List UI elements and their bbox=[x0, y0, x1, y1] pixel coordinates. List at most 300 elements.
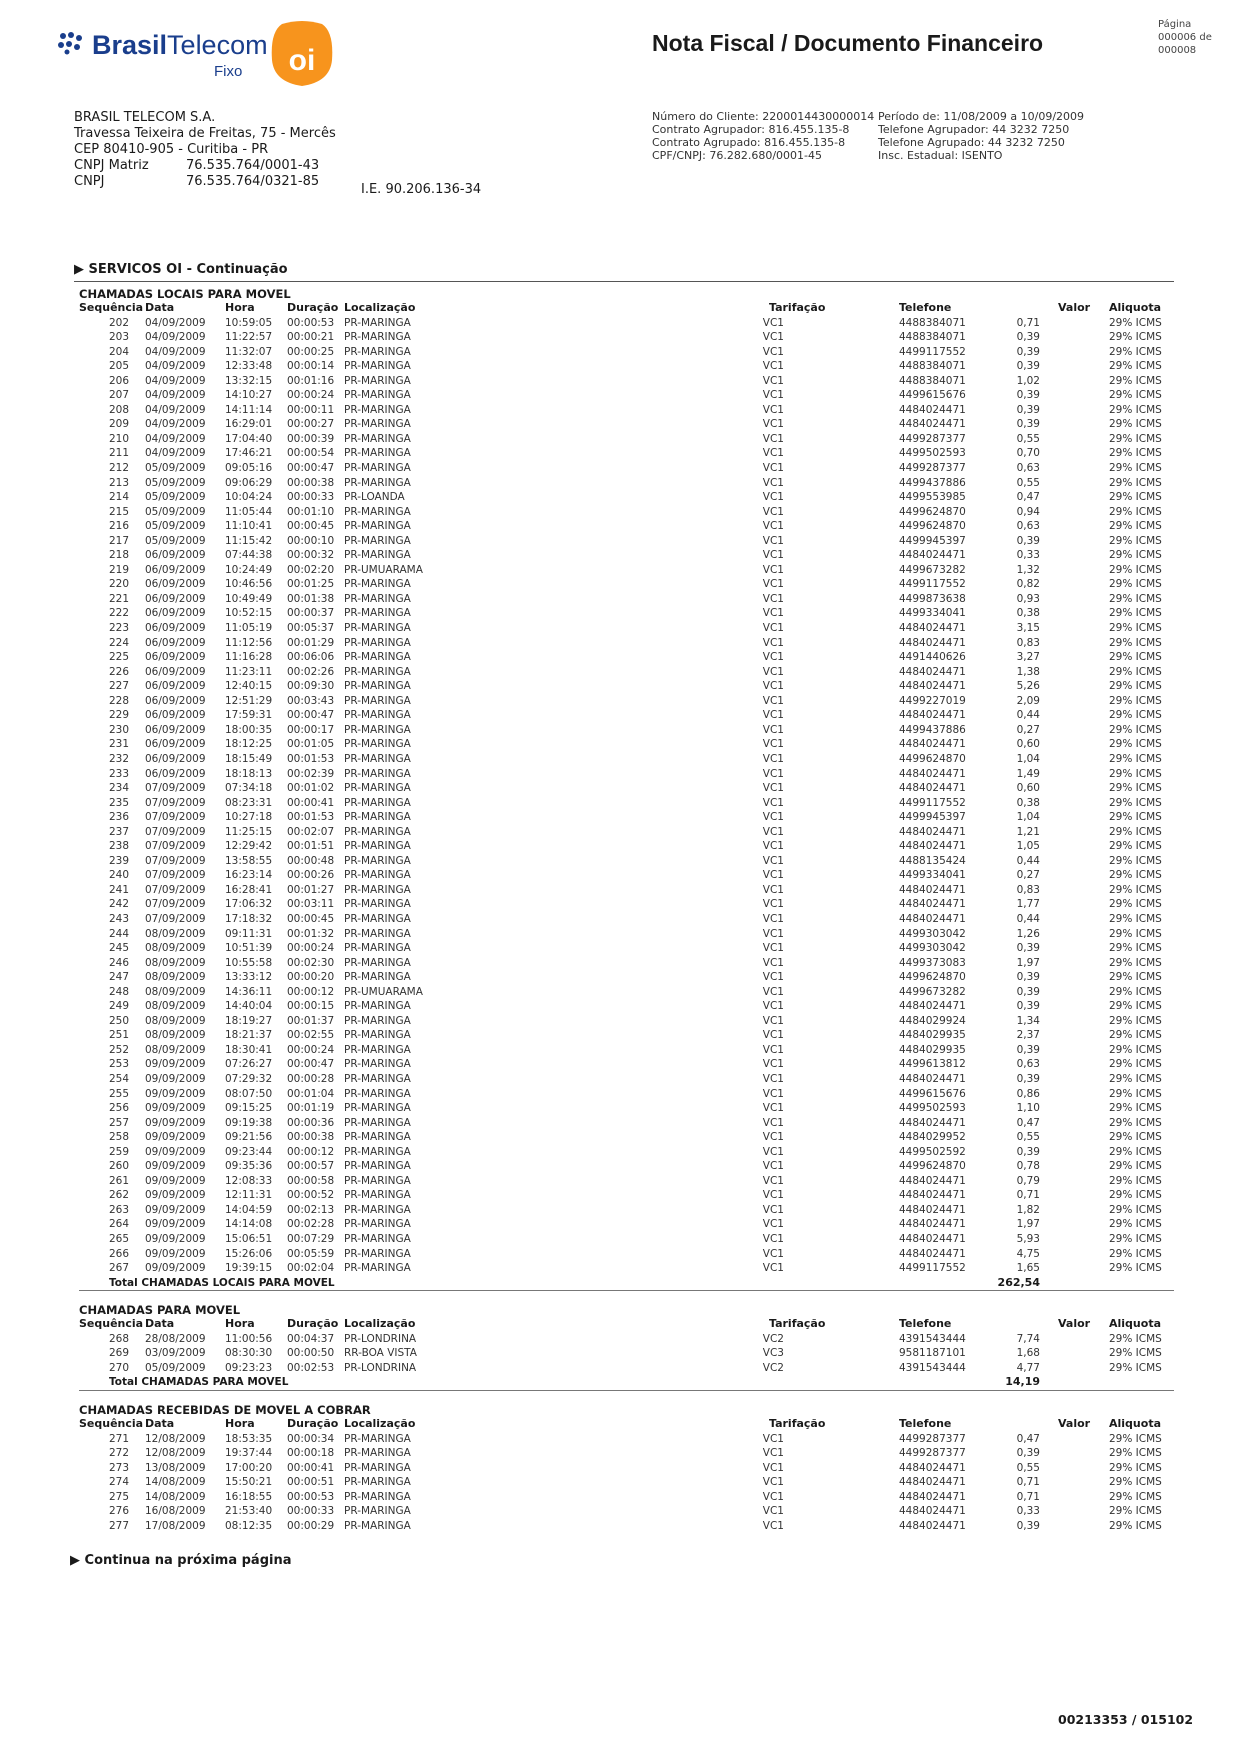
value-cell: 0,47 bbox=[1016, 1116, 1040, 1129]
date-cell: 28/08/2009 bbox=[145, 1332, 206, 1345]
tariff-cell: VC1 bbox=[762, 345, 784, 358]
location-cell: PR-MARINGA bbox=[344, 898, 411, 911]
aliquot-cell: 29% ICMS bbox=[1109, 1174, 1162, 1187]
location-cell: PR-MARINGA bbox=[344, 1247, 411, 1260]
value-cell: 1,97 bbox=[1016, 956, 1040, 969]
seq-cell: 219 bbox=[108, 563, 129, 576]
customer-number: Número do Cliente: 2200014430000014 bbox=[652, 110, 875, 123]
seq-cell: 218 bbox=[108, 549, 129, 562]
cnpj-matriz-value: 76.535.764/0001-43 bbox=[186, 158, 320, 173]
seq-cell: 269 bbox=[108, 1347, 129, 1360]
table-row bbox=[79, 1261, 1174, 1276]
column-header-seq: Sequência bbox=[79, 301, 144, 314]
duration-cell: 00:00:18 bbox=[287, 1447, 335, 1460]
table-row bbox=[79, 1432, 1174, 1447]
aliquot-cell: 29% ICMS bbox=[1109, 1505, 1162, 1518]
time-cell: 19:37:44 bbox=[225, 1447, 273, 1460]
time-cell: 13:58:55 bbox=[225, 854, 273, 867]
duration-cell: 00:02:13 bbox=[287, 1203, 335, 1216]
aliquot-cell: 29% ICMS bbox=[1109, 476, 1162, 489]
triangle-arrow-icon: ▶ bbox=[70, 1553, 85, 1568]
brasil-telecom-logo-icon bbox=[55, 30, 85, 56]
aliquot-cell: 29% ICMS bbox=[1109, 1490, 1162, 1503]
aliquot-cell: 29% ICMS bbox=[1109, 796, 1162, 809]
seq-cell: 207 bbox=[108, 389, 129, 402]
duration-cell: 00:00:10 bbox=[287, 534, 335, 547]
table-row bbox=[79, 1519, 1174, 1534]
oi-logo-text: oi bbox=[288, 44, 316, 77]
location-cell: PR-MARINGA bbox=[344, 418, 411, 431]
seq-cell: 248 bbox=[108, 985, 129, 998]
location-cell: PR-MARINGA bbox=[344, 403, 411, 416]
column-header-seq: Sequência bbox=[79, 1317, 144, 1330]
duration-cell: 00:00:17 bbox=[287, 723, 335, 736]
date-cell: 14/08/2009 bbox=[145, 1490, 206, 1503]
aliquot-cell: 29% ICMS bbox=[1109, 1029, 1162, 1042]
time-cell: 08:23:31 bbox=[225, 796, 273, 809]
tariff-cell: VC1 bbox=[762, 927, 784, 940]
location-cell: PR-UMUARAMA bbox=[344, 563, 423, 576]
location-cell: PR-MARINGA bbox=[344, 1519, 411, 1532]
location-cell: PR-MARINGA bbox=[344, 592, 411, 605]
date-cell: 08/09/2009 bbox=[145, 1043, 206, 1056]
tariff-cell: VC1 bbox=[762, 1131, 784, 1144]
customer-info-left bbox=[652, 110, 874, 162]
value-cell: 0,39 bbox=[1016, 534, 1040, 547]
phone-cell: 4499945397 bbox=[899, 811, 966, 824]
tariff-cell: VC1 bbox=[762, 1247, 784, 1260]
tariff-cell: VC1 bbox=[762, 1116, 784, 1129]
table-row bbox=[79, 1217, 1174, 1232]
issuer-name: BRASIL TELECOM S.A. bbox=[74, 110, 216, 125]
location-cell: PR-MARINGA bbox=[344, 694, 411, 707]
value-cell: 0,60 bbox=[1016, 782, 1040, 795]
time-cell: 17:18:32 bbox=[225, 912, 273, 925]
date-cell: 08/09/2009 bbox=[145, 971, 206, 984]
time-cell: 11:15:42 bbox=[225, 534, 273, 547]
duration-cell: 00:00:28 bbox=[287, 1072, 335, 1085]
seq-cell: 274 bbox=[108, 1476, 129, 1489]
seq-cell: 212 bbox=[108, 462, 129, 475]
table-row bbox=[79, 1446, 1174, 1461]
location-cell: PR-MARINGA bbox=[344, 534, 411, 547]
value-cell: 1,02 bbox=[1016, 374, 1040, 387]
seq-cell: 222 bbox=[108, 607, 129, 620]
phone-cell: 4488135424 bbox=[899, 854, 966, 867]
time-cell: 14:10:27 bbox=[225, 389, 273, 402]
date-cell: 09/09/2009 bbox=[145, 1072, 206, 1085]
page-info bbox=[1158, 18, 1238, 57]
tariff-cell: VC1 bbox=[762, 374, 784, 387]
location-cell: PR-MARINGA bbox=[344, 549, 411, 562]
duration-cell: 00:05:59 bbox=[287, 1247, 335, 1260]
phone-cell: 4484029935 bbox=[899, 1043, 966, 1056]
value-cell: 0,71 bbox=[1016, 316, 1040, 329]
value-cell: 0,79 bbox=[1016, 1174, 1040, 1187]
column-header-localizacao: Localização bbox=[344, 1317, 416, 1330]
aliquot-cell: 29% ICMS bbox=[1109, 912, 1162, 925]
duration-cell: 00:00:20 bbox=[287, 971, 335, 984]
tariff-cell: VC1 bbox=[762, 1505, 784, 1518]
time-cell: 12:11:31 bbox=[225, 1189, 273, 1202]
table-row bbox=[79, 665, 1174, 680]
time-cell: 12:08:33 bbox=[225, 1174, 273, 1187]
location-cell: PR-MARINGA bbox=[344, 374, 411, 387]
location-cell: PR-MARINGA bbox=[344, 1000, 411, 1013]
time-cell: 13:32:15 bbox=[225, 374, 273, 387]
phone-cell: 4499117552 bbox=[899, 796, 966, 809]
duration-cell: 00:00:24 bbox=[287, 389, 335, 402]
time-cell: 07:26:27 bbox=[225, 1058, 273, 1071]
date-cell: 09/09/2009 bbox=[145, 1262, 206, 1275]
phone-cell: 4391543444 bbox=[899, 1361, 966, 1374]
phone-cell: 4484024471 bbox=[899, 1174, 966, 1187]
phone-cell: 4499624870 bbox=[899, 752, 966, 765]
location-cell: PR-MARINGA bbox=[344, 912, 411, 925]
tariff-cell: VC1 bbox=[762, 883, 784, 896]
date-cell: 06/09/2009 bbox=[145, 767, 206, 780]
brand-name-light: Telecom bbox=[167, 30, 268, 60]
date-cell: 07/09/2009 bbox=[145, 782, 206, 795]
value-cell: 1,26 bbox=[1016, 927, 1040, 940]
block-divider bbox=[79, 1390, 1174, 1391]
aliquot-cell: 29% ICMS bbox=[1109, 447, 1162, 460]
seq-cell: 250 bbox=[108, 1014, 129, 1027]
tariff-cell: VC1 bbox=[762, 549, 784, 562]
table-row bbox=[79, 432, 1174, 447]
value-cell: 0,70 bbox=[1016, 447, 1040, 460]
aliquot-cell: 29% ICMS bbox=[1109, 738, 1162, 751]
phone-cell: 4499373083 bbox=[899, 956, 966, 969]
aliquot-cell: 29% ICMS bbox=[1109, 854, 1162, 867]
tariff-cell: VC1 bbox=[762, 1029, 784, 1042]
location-cell: PR-MARINGA bbox=[344, 331, 411, 344]
table-row bbox=[79, 1361, 1174, 1376]
phone-cell: 4484024471 bbox=[899, 825, 966, 838]
phone-cell: 4488384071 bbox=[899, 374, 966, 387]
date-cell: 08/09/2009 bbox=[145, 1000, 206, 1013]
location-cell: PR-MARINGA bbox=[344, 665, 411, 678]
time-cell: 11:05:44 bbox=[225, 505, 273, 518]
phone-cell: 4484024471 bbox=[899, 1519, 966, 1532]
document-title: Nota Fiscal / Documento Financeiro bbox=[652, 30, 1044, 56]
location-cell: PR-MARINGA bbox=[344, 796, 411, 809]
table-row bbox=[79, 548, 1174, 563]
date-cell: 04/09/2009 bbox=[145, 432, 206, 445]
tariff-cell: VC1 bbox=[762, 622, 784, 635]
aliquot-cell: 29% ICMS bbox=[1109, 403, 1162, 416]
table-row bbox=[79, 1101, 1174, 1116]
time-cell: 12:51:29 bbox=[225, 694, 273, 707]
table-row bbox=[79, 825, 1174, 840]
table-row bbox=[79, 1043, 1174, 1058]
time-cell: 12:33:48 bbox=[225, 360, 273, 373]
seq-cell: 224 bbox=[108, 636, 129, 649]
column-header-data: Data bbox=[145, 1317, 175, 1330]
seq-cell: 208 bbox=[108, 403, 129, 416]
time-cell: 17:46:21 bbox=[225, 447, 273, 460]
duration-cell: 00:03:43 bbox=[287, 694, 335, 707]
seq-cell: 275 bbox=[108, 1490, 129, 1503]
customer-cpf-cnpj: CPF/CNPJ: 76.282.680/0001-45 bbox=[652, 149, 822, 162]
aliquot-cell: 29% ICMS bbox=[1109, 709, 1162, 722]
aliquot-cell: 29% ICMS bbox=[1109, 360, 1162, 373]
time-cell: 14:14:08 bbox=[225, 1218, 273, 1231]
aliquot-cell: 29% ICMS bbox=[1109, 1519, 1162, 1532]
seq-cell: 229 bbox=[108, 709, 129, 722]
phone-cell: 4484029935 bbox=[899, 1029, 966, 1042]
duration-cell: 00:02:28 bbox=[287, 1218, 335, 1231]
table-row bbox=[79, 417, 1174, 432]
time-cell: 11:05:19 bbox=[225, 622, 273, 635]
value-cell: 0,86 bbox=[1016, 1087, 1040, 1100]
time-cell: 11:23:11 bbox=[225, 665, 273, 678]
phone-cell: 4484024471 bbox=[899, 709, 966, 722]
seq-cell: 240 bbox=[108, 869, 129, 882]
date-cell: 04/09/2009 bbox=[145, 360, 206, 373]
time-cell: 11:16:28 bbox=[225, 651, 273, 664]
tariff-cell: VC1 bbox=[762, 592, 784, 605]
tariff-cell: VC1 bbox=[762, 694, 784, 707]
time-cell: 09:23:23 bbox=[225, 1361, 273, 1374]
phone-grouper: Telefone Agrupador: 44 3232 7250 bbox=[878, 123, 1070, 136]
location-cell: PR-MARINGA bbox=[344, 1043, 411, 1056]
phone-cell: 4499437886 bbox=[899, 723, 966, 736]
date-cell: 09/09/2009 bbox=[145, 1174, 206, 1187]
location-cell: PR-MARINGA bbox=[344, 1131, 411, 1144]
date-cell: 06/09/2009 bbox=[145, 694, 206, 707]
phone-cell: 4499227019 bbox=[899, 694, 966, 707]
duration-cell: 00:01:10 bbox=[287, 505, 335, 518]
phone-cell: 4491440626 bbox=[899, 651, 966, 664]
phone-cell: 4484024471 bbox=[899, 738, 966, 751]
aliquot-cell: 29% ICMS bbox=[1109, 840, 1162, 853]
table-row bbox=[79, 1475, 1174, 1490]
time-cell: 16:23:14 bbox=[225, 869, 273, 882]
table-row bbox=[79, 374, 1174, 389]
date-cell: 05/09/2009 bbox=[145, 491, 206, 504]
seq-cell: 223 bbox=[108, 622, 129, 635]
phone-cell: 4499553985 bbox=[899, 491, 966, 504]
block-divider bbox=[79, 1290, 1174, 1291]
seq-cell: 220 bbox=[108, 578, 129, 591]
duration-cell: 00:00:58 bbox=[287, 1174, 335, 1187]
seq-cell: 236 bbox=[108, 811, 129, 824]
value-cell: 0,39 bbox=[1016, 985, 1040, 998]
duration-cell: 00:02:07 bbox=[287, 825, 335, 838]
aliquot-cell: 29% ICMS bbox=[1109, 331, 1162, 344]
duration-cell: 00:01:53 bbox=[287, 752, 335, 765]
location-cell: PR-MARINGA bbox=[344, 432, 411, 445]
time-cell: 07:29:32 bbox=[225, 1072, 273, 1085]
seq-cell: 215 bbox=[108, 505, 129, 518]
value-cell: 1,10 bbox=[1016, 1102, 1040, 1115]
aliquot-cell: 29% ICMS bbox=[1109, 505, 1162, 518]
brand-sub: Fixo bbox=[214, 63, 243, 80]
column-header-aliquota: Aliquota bbox=[1109, 1417, 1161, 1430]
column-header-duracao: Duração bbox=[287, 1317, 339, 1330]
seq-cell: 277 bbox=[108, 1519, 129, 1532]
duration-cell: 00:00:12 bbox=[287, 1145, 335, 1158]
table-row bbox=[79, 577, 1174, 592]
duration-cell: 00:00:15 bbox=[287, 1000, 335, 1013]
value-cell: 1,34 bbox=[1016, 1014, 1040, 1027]
date-cell: 09/09/2009 bbox=[145, 1233, 206, 1245]
aliquot-cell: 29% ICMS bbox=[1109, 345, 1162, 358]
date-cell: 09/09/2009 bbox=[145, 1058, 206, 1071]
location-cell: PR-MARINGA bbox=[344, 578, 411, 591]
date-cell: 04/09/2009 bbox=[145, 331, 206, 344]
tariff-cell: VC1 bbox=[762, 709, 784, 722]
location-cell: PR-MARINGA bbox=[344, 1189, 411, 1202]
location-cell: PR-MARINGA bbox=[344, 927, 411, 940]
duration-cell: 00:00:24 bbox=[287, 1043, 335, 1056]
duration-cell: 00:00:47 bbox=[287, 462, 335, 475]
seq-cell: 237 bbox=[108, 825, 129, 838]
seq-cell: 202 bbox=[108, 316, 129, 329]
tariff-cell: VC2 bbox=[762, 1332, 784, 1345]
value-cell: 1,49 bbox=[1016, 767, 1040, 780]
seq-cell: 272 bbox=[108, 1447, 129, 1460]
tariff-cell: VC1 bbox=[762, 1519, 784, 1532]
seq-cell: 226 bbox=[108, 665, 129, 678]
total-row bbox=[79, 1276, 1174, 1291]
value-cell: 0,39 bbox=[1016, 345, 1040, 358]
seq-cell: 263 bbox=[108, 1203, 129, 1216]
value-cell: 0,55 bbox=[1016, 1461, 1040, 1474]
value-cell: 1,97 bbox=[1016, 1218, 1040, 1231]
time-cell: 10:46:56 bbox=[225, 578, 273, 591]
location-cell: PR-MARINGA bbox=[344, 767, 411, 780]
table-header-row bbox=[79, 1417, 1174, 1432]
date-cell: 16/08/2009 bbox=[145, 1505, 206, 1518]
issuer-address: Travessa Teixeira de Freitas, 75 - Mercês bbox=[74, 126, 336, 141]
aliquot-cell: 29% ICMS bbox=[1109, 1087, 1162, 1100]
date-cell: 05/09/2009 bbox=[145, 520, 206, 533]
location-cell: PR-MARINGA bbox=[344, 1476, 411, 1489]
brand-name bbox=[92, 30, 268, 61]
seq-cell: 231 bbox=[108, 738, 129, 751]
value-cell: 0,39 bbox=[1016, 1145, 1040, 1158]
tariff-cell: VC1 bbox=[762, 942, 784, 955]
date-cell: 05/09/2009 bbox=[145, 462, 206, 475]
tariff-cell: VC1 bbox=[762, 505, 784, 518]
time-cell: 08:12:35 bbox=[225, 1519, 273, 1532]
location-cell: PR-LONDRINA bbox=[344, 1361, 417, 1374]
tariff-cell: VC1 bbox=[762, 316, 784, 329]
duration-cell: 00:02:55 bbox=[287, 1029, 335, 1042]
phone-cell: 9581187101 bbox=[899, 1347, 966, 1360]
triangle-arrow-icon: ▶ bbox=[74, 262, 89, 277]
continue-next-page bbox=[70, 1553, 292, 1568]
tariff-cell: VC1 bbox=[762, 840, 784, 853]
seq-cell: 227 bbox=[108, 680, 129, 693]
aliquot-cell: 29% ICMS bbox=[1109, 1233, 1162, 1245]
document-code: 00213353 / 015102 bbox=[1058, 1712, 1194, 1727]
column-header-valor: Valor bbox=[1058, 1417, 1091, 1430]
tariff-cell: VC1 bbox=[762, 680, 784, 693]
date-cell: 07/09/2009 bbox=[145, 912, 206, 925]
aliquot-cell: 29% ICMS bbox=[1109, 432, 1162, 445]
location-cell: PR-MARINGA bbox=[344, 607, 411, 620]
phone-cell: 4484024471 bbox=[899, 1476, 966, 1489]
seq-cell: 266 bbox=[108, 1247, 129, 1260]
duration-cell: 00:00:34 bbox=[287, 1432, 335, 1445]
time-cell: 09:35:36 bbox=[225, 1160, 273, 1173]
date-cell: 04/09/2009 bbox=[145, 403, 206, 416]
time-cell: 14:04:59 bbox=[225, 1203, 273, 1216]
aliquot-cell: 29% ICMS bbox=[1109, 622, 1162, 635]
date-cell: 06/09/2009 bbox=[145, 738, 206, 751]
table-row bbox=[79, 519, 1174, 534]
brand-name-bold: Brasil bbox=[92, 30, 168, 60]
seq-cell: 245 bbox=[108, 942, 129, 955]
phone-cell: 4499502593 bbox=[899, 447, 966, 460]
location-cell: PR-MARINGA bbox=[344, 1505, 411, 1518]
tariff-cell: VC1 bbox=[762, 1058, 784, 1071]
aliquot-cell: 29% ICMS bbox=[1109, 1461, 1162, 1474]
page-total: 000008 bbox=[1158, 45, 1197, 56]
seq-cell: 259 bbox=[108, 1145, 129, 1158]
date-cell: 12/08/2009 bbox=[145, 1432, 206, 1445]
column-header-localizacao: Localização bbox=[344, 301, 416, 314]
table-row bbox=[79, 1087, 1174, 1102]
phone-cell: 4488384071 bbox=[899, 316, 966, 329]
aliquot-cell: 29% ICMS bbox=[1109, 520, 1162, 533]
duration-cell: 00:00:52 bbox=[287, 1189, 335, 1202]
duration-cell: 00:00:53 bbox=[287, 316, 335, 329]
date-cell: 09/09/2009 bbox=[145, 1218, 206, 1231]
location-cell: PR-MARINGA bbox=[344, 622, 411, 635]
value-cell: 0,71 bbox=[1016, 1476, 1040, 1489]
table-row bbox=[79, 970, 1174, 985]
aliquot-cell: 29% ICMS bbox=[1109, 1116, 1162, 1129]
seq-cell: 251 bbox=[108, 1029, 129, 1042]
location-cell: PR-MARINGA bbox=[344, 360, 411, 373]
tariff-cell: VC1 bbox=[762, 1160, 784, 1173]
value-cell: 0,27 bbox=[1016, 869, 1040, 882]
time-cell: 09:21:56 bbox=[225, 1131, 273, 1144]
column-header-tarifacao: Tarifação bbox=[769, 301, 826, 314]
phone-cell: 4499303042 bbox=[899, 927, 966, 940]
duration-cell: 00:00:33 bbox=[287, 1505, 335, 1518]
tariff-cell: VC1 bbox=[762, 1145, 784, 1158]
total-label: Total CHAMADAS LOCAIS PARA MOVEL bbox=[109, 1276, 335, 1289]
location-cell: PR-MARINGA bbox=[344, 447, 411, 460]
table-row bbox=[79, 1145, 1174, 1160]
phone-cell: 4484029952 bbox=[899, 1131, 966, 1144]
oi-logo-icon bbox=[270, 20, 334, 88]
aliquot-cell: 29% ICMS bbox=[1109, 1247, 1162, 1260]
value-cell: 0,33 bbox=[1016, 1505, 1040, 1518]
time-cell: 10:24:49 bbox=[225, 563, 273, 576]
value-cell: 5,93 bbox=[1016, 1233, 1040, 1245]
time-cell: 18:21:37 bbox=[225, 1029, 273, 1042]
seq-cell: 206 bbox=[108, 374, 129, 387]
location-cell: PR-LONDRINA bbox=[344, 1332, 417, 1345]
time-cell: 18:18:13 bbox=[225, 767, 273, 780]
aliquot-cell: 29% ICMS bbox=[1109, 1131, 1162, 1144]
date-cell: 06/09/2009 bbox=[145, 592, 206, 605]
duration-cell: 00:01:04 bbox=[287, 1087, 335, 1100]
date-cell: 14/08/2009 bbox=[145, 1476, 206, 1489]
tariff-cell: VC1 bbox=[762, 869, 784, 882]
location-cell: PR-MARINGA bbox=[344, 1262, 411, 1275]
block-chamadas-movel bbox=[79, 1303, 1174, 1391]
table-row bbox=[79, 854, 1174, 869]
time-cell: 09:15:25 bbox=[225, 1102, 273, 1115]
date-cell: 06/09/2009 bbox=[145, 651, 206, 664]
